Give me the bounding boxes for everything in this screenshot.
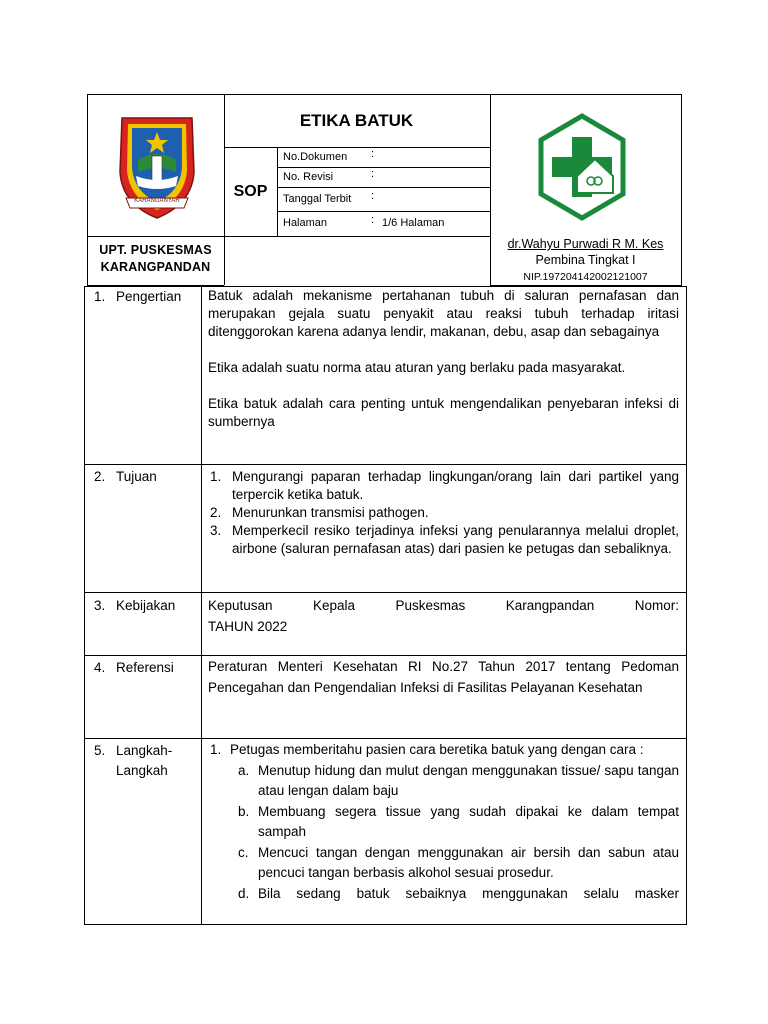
sop-label: SOP (233, 183, 268, 200)
puskesmas-logo (537, 113, 627, 221)
unit-line-1: UPT. PUSKESMAS (99, 243, 212, 257)
unit-name (88, 237, 223, 285)
step-sub-text: Bila sedang batuk sebaiknya menggunakan selalu masker (258, 885, 679, 901)
meta-label-dokumen: No.Dokumen (283, 151, 348, 163)
section-num: 2. (94, 469, 106, 484)
list-text: Mengurangi paparan terhadap lingkungan/orang lain dari partikel yang terpercik ketika batuk. (232, 469, 679, 502)
section-label-line-1: Langkah- (116, 743, 173, 758)
list-num: 3. (210, 523, 222, 538)
kebijakan-line-2: TAHUN 2022 (208, 618, 288, 634)
meta-sep-dokumen: : (371, 148, 375, 160)
step-sub (208, 884, 679, 905)
section-body-referensi (208, 657, 679, 698)
section-body-kebijakan (208, 596, 679, 637)
list-item (208, 522, 679, 558)
unit-line-2: KARANGPANDAN (100, 260, 211, 274)
referensi-text: Peraturan Menteri Kesehatan RI No.27 Tahun 2017 tentang Pedoman Pencegahan dan Pengendalian Infeksi di Fasilitas Pelayanan Kesehatan (208, 659, 679, 695)
meta-sep-revisi: : (371, 168, 375, 180)
list-text: Memperkecil resiko terjadinya infeksi yang penularannya melalui droplet, airbone (saluran pernafasan atas) dari pasien ke petugas dan sebaliknya. (232, 523, 679, 556)
step-text: Petugas memberitahu pasien cara beretika batuk yang dengan cara : (230, 742, 644, 757)
section-label: Pengertian (116, 289, 182, 304)
section-label-referensi (94, 658, 198, 678)
list-num: 2. (210, 505, 222, 520)
step-sub-text: Menutup hidung dan mulut dengan menggunakan tissue/ sapu tangan atau lengan dalam baju (258, 762, 679, 798)
section-label: Kebijakan (116, 598, 176, 613)
kebijakan-line-1: Keputusan Kepala Puskesmas Karangpandan Nomor: (208, 598, 679, 613)
section-body-pengertian (208, 287, 679, 431)
meta-sep-halaman: : (371, 214, 375, 226)
list-item (208, 504, 679, 522)
section-label-tujuan (94, 467, 198, 487)
step-sub-text: Membuang segera tissue yang sudah dipakai ke dalam tempat sampah (258, 803, 679, 839)
meta-label-halaman: Halaman (283, 217, 328, 229)
crest-banner-text: KARANGANYAR (134, 198, 180, 204)
list-text: Menurunkan transmisi pathogen. (232, 505, 429, 520)
signer-rank: Pembina Tingkat I (535, 253, 636, 267)
section-num: 1. (94, 289, 106, 304)
meta-sep-tanggal: : (371, 190, 375, 202)
meta-label-revisi: No. Revisi (283, 171, 334, 183)
meta-value-halaman: 1/6 Halaman (382, 217, 445, 229)
section-num: 3. (94, 598, 106, 613)
section-label: Tujuan (116, 469, 157, 484)
document-title: ETIKA BATUK (299, 111, 414, 130)
section-num: 5. (94, 743, 106, 758)
signer-name: dr.Wahyu Purwadi R M. Kes (507, 237, 664, 251)
step-sub-num: a. (238, 762, 250, 778)
step-sub (208, 761, 679, 802)
section-body-tujuan (208, 468, 679, 558)
section-num: 4. (94, 660, 106, 675)
step-sub (208, 843, 679, 884)
section-label-langkah (94, 741, 198, 781)
step-sub (208, 802, 679, 843)
paragraph: Etika adalah suatu norma atau aturan yang berlaku pada masyarakat. (208, 360, 626, 375)
meta-label-tanggal: Tanggal Terbit (283, 193, 352, 205)
step-sub-text: Mencuci tangan dengan menggunakan air bersih dan sabun atau pencuci tangan berbasis alkohol sesuai prosedur. (258, 844, 679, 880)
list-num: 1. (210, 469, 222, 484)
section-label: Referensi (116, 660, 174, 675)
paragraph: Etika batuk adalah cara penting untuk mengendalikan penyebaran infeksi di sumbernya (208, 396, 679, 429)
step-sub-num: d. (238, 885, 250, 901)
signer-block (490, 237, 681, 285)
section-label-line-2: Langkah (116, 763, 168, 778)
list-item (208, 468, 679, 504)
step-sub-num: c. (238, 844, 249, 860)
section-label-pengertian (94, 287, 198, 307)
step-num: 1. (210, 742, 222, 757)
paragraph: Batuk adalah mekanisme pertahanan tubuh di saluran pernafasan dan merupakan gejala suatu penyakit atau reaksi tubuh terhadap iritasi ditenggorokan karena adanya lendir, makanan, debu, asap dan sebagainya (208, 288, 679, 339)
signer-nip: NIP.197204142002121007 (523, 271, 648, 283)
section-body-langkah (208, 740, 679, 922)
section-label-kebijakan (94, 596, 198, 616)
karanganyar-crest-logo (112, 112, 202, 222)
step-lead (208, 740, 679, 761)
step-sub-num: b. (238, 803, 250, 819)
